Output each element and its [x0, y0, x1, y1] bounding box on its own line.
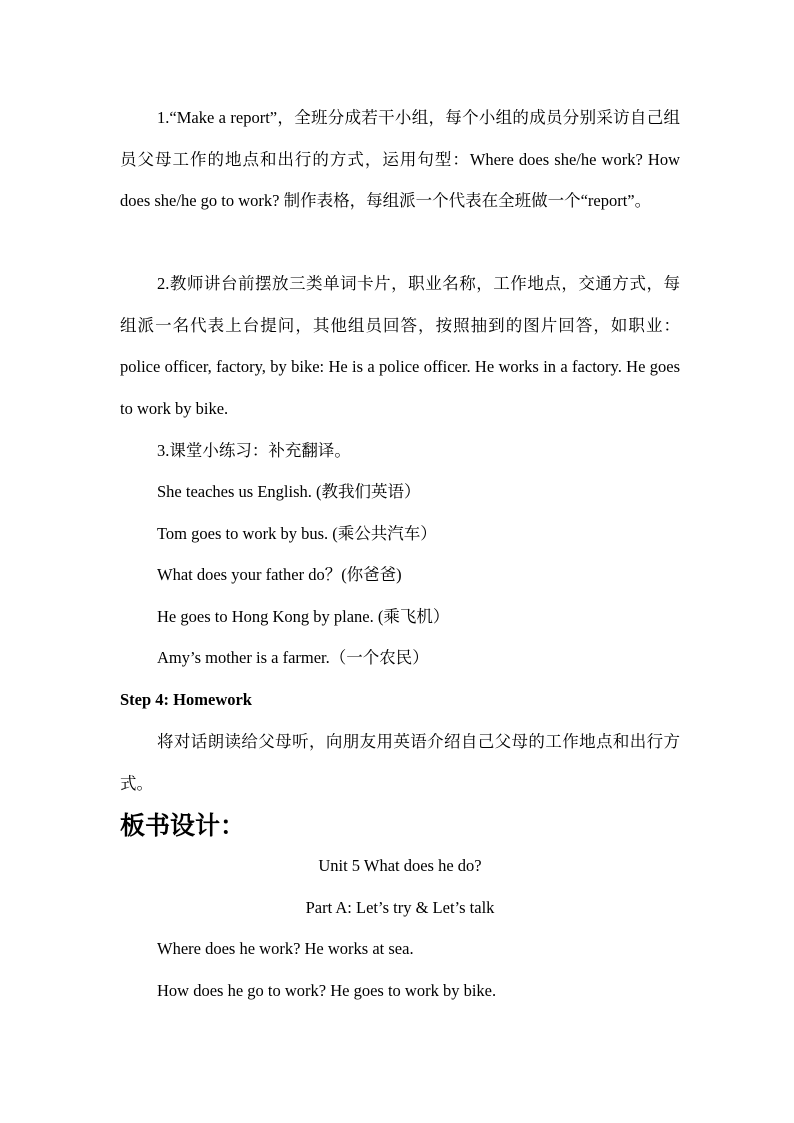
board-line-1: Where does he work? He works at sea. — [157, 939, 414, 958]
exercise-line-2: Tom goes to work by bus. (乘公共汽车） — [157, 524, 437, 543]
board-unit-title: Unit 5 What does he do? — [318, 856, 482, 875]
homework-heading: Step 4: Homework — [120, 690, 252, 709]
exercise-line-3: What does your father do？(你爸爸) — [157, 565, 402, 584]
exercise-line-4: He goes to Hong Kong by plane. (乘飞机） — [157, 607, 450, 626]
activity-paragraph-3: 3.课堂小练习：补充翻译。 — [157, 441, 351, 460]
board-design-heading: 板书设计： — [120, 811, 246, 840]
board-line-2: How does he go to work? He goes to work by bike. — [157, 981, 497, 1000]
activity-paragraph-1: 1.“Make a report”，全班分成若干小组，每个小组的成员分别采访自己组员父母工作的地点和出行的方式，运用句型：Where does she/he work? How does she/he go to work? 制作表格，每组派一个代表在全班做一个“report”。 — [120, 108, 680, 210]
activity-paragraph-2: 2.教师讲台前摆放三类单词卡片，职业名称，工作地点，交通方式，每组派一名代表上台提问，其他组员回答，按照抽到的图片回答，如职业：police officer, factory, by bike: He is a police officer. He works in a factory. He goes to work by bike. — [120, 274, 680, 418]
homework-text: 将对话朗读给父母听，向朋友用英语介绍自己父母的工作地点和出行方式。 — [120, 732, 680, 793]
exercise-line-5: Amy’s mother is a farmer.（一个农民） — [157, 648, 429, 667]
board-part-title: Part A: Let’s try & Let’s talk — [305, 898, 495, 917]
exercise-line-1: She teaches us English. (教我们英语） — [157, 482, 421, 501]
